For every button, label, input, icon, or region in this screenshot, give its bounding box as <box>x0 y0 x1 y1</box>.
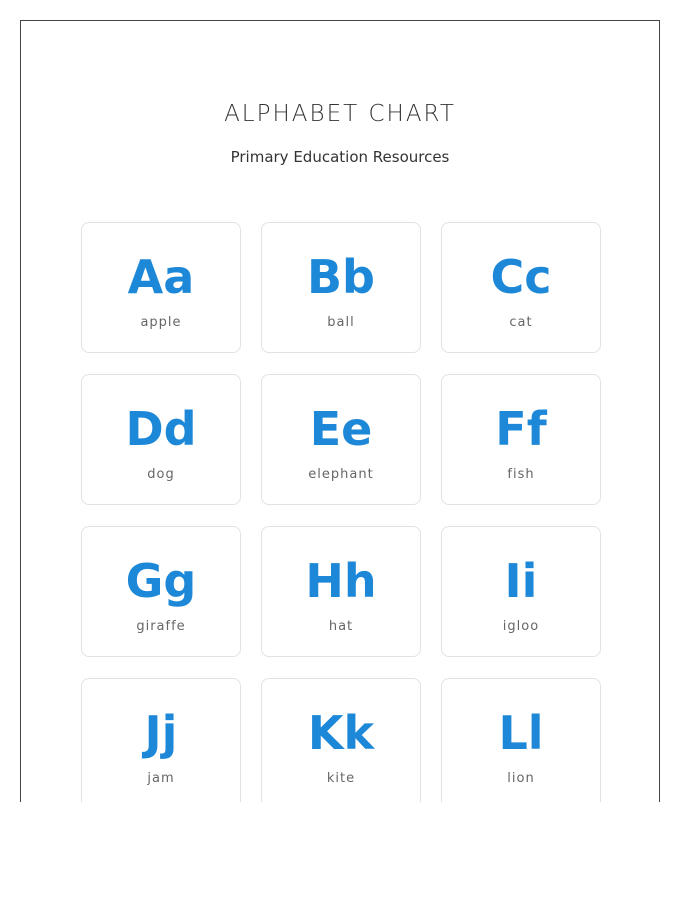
card-word: lion <box>507 771 535 786</box>
card-letters: Bb <box>307 250 375 304</box>
letter-card-f <box>441 374 601 505</box>
letter-card-l <box>441 678 601 802</box>
card-letters: Jj <box>144 706 178 760</box>
letter-card-d <box>81 374 241 505</box>
page-subtitle: Primary Education Resources <box>230 148 450 166</box>
letter-card-e <box>261 374 421 505</box>
card-letters: Cc <box>490 250 552 304</box>
card-letters: Dd <box>125 402 197 456</box>
card-letters: Ll <box>498 706 544 760</box>
card-letters: Ff <box>495 402 547 456</box>
letter-card-a <box>81 222 241 353</box>
card-letters: Ii <box>504 554 538 608</box>
card-word: jam <box>147 771 175 786</box>
page-title: ALPHABET CHART <box>224 101 456 127</box>
card-letters: Ee <box>309 402 373 456</box>
card-word: dog <box>147 467 175 482</box>
card-word: fish <box>507 467 535 482</box>
card-word: ball <box>327 315 355 330</box>
card-word: apple <box>140 315 182 330</box>
card-word: elephant <box>308 467 374 482</box>
letter-card-grid <box>81 222 601 802</box>
card-word: giraffe <box>136 619 186 634</box>
card-letters: Kk <box>307 706 375 760</box>
card-letters: Aa <box>127 250 195 304</box>
card-letters: Gg <box>125 554 197 608</box>
alphabet-chart-page <box>20 20 660 802</box>
card-letters: Hh <box>305 554 377 608</box>
letter-card-j <box>81 678 241 802</box>
letter-card-b <box>261 222 421 353</box>
card-word: igloo <box>502 619 540 634</box>
letter-card-i <box>441 526 601 657</box>
card-word: hat <box>328 619 354 634</box>
letter-card-g <box>81 526 241 657</box>
letter-card-k <box>261 678 421 802</box>
card-word: cat <box>509 315 533 330</box>
letter-card-h <box>261 526 421 657</box>
letter-card-c <box>441 222 601 353</box>
card-word: kite <box>326 771 356 786</box>
